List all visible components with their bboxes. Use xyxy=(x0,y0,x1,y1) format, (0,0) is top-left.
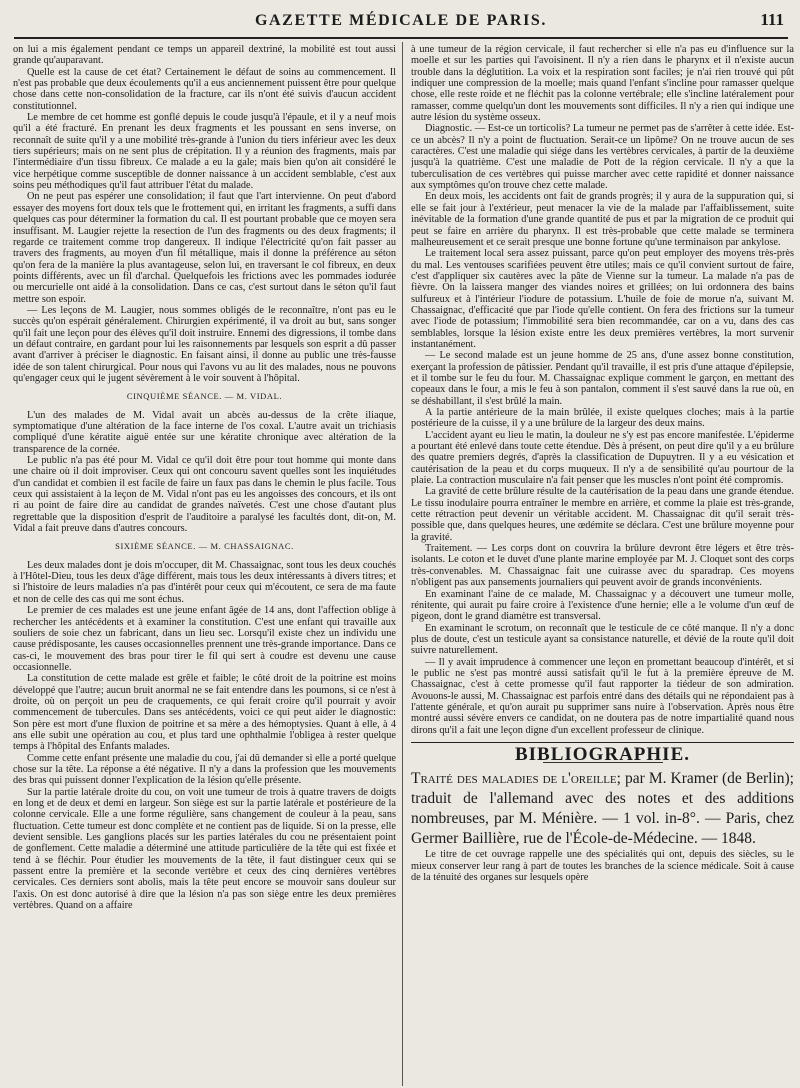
paragraph: Le titre de cet ouvrage rappelle une des spécialités qui ont, depuis des siècles, su le mieux conserver leur rang à part de toutes les branches de la science médicale. Soit à cause de la ténuité des organes sur lesquels opère xyxy=(411,849,794,883)
paragraph: On ne peut pas espérer une consolidation; il faut que l'art intervienne. On peut d'abord essayer des moyens fort doux tels que le frottement qui, en irritant les fragments, a suffi dans quelques cas pour déterminer la formation du cal. Il est pourtant probable que ce moyen sera insuffisant. M. Laugier rejette la resection de l'un des fragments ou des deux fragments; il regarde ce traitement comme trop dangereux. Il indique l'électricité qu'on fait passer au travers des fragments, au moyen d'un fil métallique, mais il donne la préférence au séton qu'on fera de la manière la plus avantageuse, selon lui, en traversant le col fibreux, en deux points différents, avec un fil d'archal. Quelquefois les frictions avec les pommades iodurée ou mercurielle ont aidé à la consolidation. Dans ce cas, c'est surtout dans le séton qu'il faut mettre son espoir. xyxy=(13,191,396,305)
paragraph: Le premier de ces malades est une jeune enfant âgée de 14 ans, dont l'affection oblige à rechercher les antécédents et à examiner la constitution. C'est une enfant qui travaille aux souliers de soie chez un fabricant, dans un lieu sec. Lorsqu'il existe chez un individu une cause prédisposante, les causes occasionnelles prennent une très-grande importance. Dans ce cas-ci, le mouvement des bras pour tirer le fil qui sert à coudre est devenu une cause occasionnelle. xyxy=(13,605,396,673)
header-rule xyxy=(14,37,788,39)
paragraph: Sur la partie latérale droite du cou, on voit une tumeur de trois à quatre travers de doigts en long et de deux et demi en largeur. Son siège est sur la partie latérale et postérieure de la colonne cervicale. Elle a une forme régulière, sans changement de couleur à la peau, sans fluctuation. Cette tumeur est donc complète et ne contient pas de liquide. Si on la presse, elle devient sensible. Les ganglions placés sur les parties latérales du cou ne présentaient point de gonflement. Cette maladie a déterminé une attitude particulière de la tête qui est fixée et tend à se fléchir. Pour étudier les mouvements de la tête, il faut distinguer ceux qui se passent entre la première et la seconde vertèbre et ceux des cinq dernières vertèbres cervicales. Ces derniers sont abolis, mais la tête peut encore se mouvoir sans douleur sur l'axis. On est donc autorisé à dire que la lésion n'a pas son siège entre les deux premières vertèbres. Quand on a affaire xyxy=(13,786,396,912)
paragraph: à une tumeur de la région cervicale, il faut rechercher si elle n'a pas eu d'influence sur la moelle et sur les parties qui l'avoisinent. Il n'y a rien dans le pharynx et il n'existe aucun trouble dans la déglutition. La voix et la respiration sont faciles; je n'ai rien trouvé qui pût indiquer une compression de la moelle; mais quand l'enfant s'incline pour ramasser quelque chose, elle reste roide et ne fléchit pas la colonne vertébrale; elle s'incline latéralement pour ramasser, comme quelqu'un dont les mouvements sont difficiles. Il n'y a rien qui indique une autre lésion du système osseux. xyxy=(411,44,794,124)
book-title: Traité des maladies de l'oreille xyxy=(411,770,617,788)
paragraph: A la partie antérieure de la main brûlée, il existe quelques cloches; mais à la partie postérieure de la cuisse, il y a une brûlure de la largeur des deux mains. xyxy=(411,407,794,430)
bibliography-heading: BIBLIOGRAPHIE. xyxy=(514,743,690,765)
section-heading: SIXIÈME SÉANCE. — M. CHASSAIGNAC. xyxy=(115,541,294,552)
left-column xyxy=(13,44,396,1084)
paragraph: En examinant l'aine de ce malade, M. Chassaignac y a découvert une tumeur molle, rénitente, qui aurait pu faire croire à l'existence d'une hernie; elle a le volume d'un œuf de pigeon, dont le grand diamètre est transversal. xyxy=(411,588,794,623)
paragraph: — Les leçons de M. Laugier, nous sommes obligés de le reconnaître, n'ont pas eu le succès qu'on espérait généralement. Chirurgien expérimenté, il va droit au but, sans songer qu'il fait une leçon pour des élèves qu'il doit instruire. Ennemi des digressions, il tombe dans un défaut contraire, en gardant pour lui les raisonnements par lesquels son esprit a dû passer avant d'arriver à préciser le diagnostic. En faisant ainsi, il donne au public une très-fausse idée de son talent chirurgical. Pour nous qui l'avons vu au lit des malades, nous ne pouvons qu'engager ceux qui le jugent sévèrement à le voir souvent à l'hôpital. xyxy=(13,304,396,384)
paragraph: La gravité de cette brûlure résulte de la cautérisation de la peau dans une grande étendue. Le tissu inodulaire pourra entraîner le membre en arrière, et comme la plaie est très-grande, cette rétraction peut devenir un véritable accident. M. Chassaignac dit qu'il serait très-possible que, dans quelques heures, une œdémite se déclara. C'est une brûlure moyenne pour la gravité. xyxy=(411,486,794,543)
paragraph: Le membre de cet homme est gonflé depuis le coude jusqu'à l'épaule, et il y a neuf mois qu'il a été fracturé. En prenant les deux fragments et les poussant en sens inverse, on reconnaît de suite qu'il y a une mobilité très-grande à l'union du tiers inférieur avec les deux tiers supérieurs; mais on ne sent plus de crépitation. Il y a réunion des fragments, mais par l'intermédiaire d'un tissu fibreux. Ce malade a eu la gale; mais bien qu'on ait considéré le vice herpétique comme susceptible de donner naissance à un accident semblable, c'est aux soins peu méthodiques qu'il faut attribuer l'état du malade. xyxy=(13,112,396,192)
page-header xyxy=(14,10,788,34)
running-head: GAZETTE MÉDICALE DE PARIS. xyxy=(254,12,547,29)
paragraph: En deux mois, les accidents ont fait de grands progrès; il y aura de la suppuration qui, si elle se fait jour à l'extérieur, peut menacer la vie de la malade par l'affaiblissement, suite inévitable de la formation d'une grande quantité de pus et par la migration de ce produit qui peut se faire en arrière du pharynx. Il est très-probable que cette malade se terminera malheureusement et ce serait presque une bonne fortune qu'une terminaison par ankylose. xyxy=(411,191,794,248)
paragraph: L'un des malades de M. Vidal avait un abcès au-dessus de la crête iliaque, symptomatique d'une altération de la face interne de l'os coxal. L'autre avait un trichiasis compliqué d'une kératite aiguë entée sur une kératite chronique avec altération de la transparence de la cornée. xyxy=(13,409,396,455)
paragraph: on lui a mis également pendant ce temps un appareil dextriné, la mobilité est tout aussi grande qu'auparavant. xyxy=(13,44,396,67)
paragraph: Comme cette enfant présente une maladie du cou, j'ai dû demander si elle a porté quelque chose sur la tête. La réponse a été négative. Il n'y a dans la profession que les mouvements des bras qui puissent donner l'explication de la lésion qu'elle présente. xyxy=(13,752,396,787)
paragraph: Les deux malades dont je dois m'occuper, dit M. Chassaignac, sont tous les deux couchés à l'Hôtel-Dieu, tous les deux d'âge différent, mais tous les deux intéressants à divers titres; et si l'histoire de leurs maladies n'a pas d'intérêt pour ceux qui m'écoutent, ce sera de ma faute et non de celle des cas qui me sont échus. xyxy=(13,559,396,605)
paragraph: Diagnostic. — Est-ce un torticolis? La tumeur ne permet pas de s'arrêter à cette idée. Est-ce un abcès? Il n'y a point de fluctuation. Serait-ce un lipôme? On ne trouve aucun de ses caractères. C'est une maladie qui siége dans les vertèbres cervicales, à partir de la deuxième jusqu'à la quatrième. C'est une maladie de Pott de la région cervicale. Il n'y a que la tuberculisation de ces vertèbres qui puisse marcher avec cette rapidité et donner naissance aux symptômes qu'on trouve chez cette malade. xyxy=(411,123,794,192)
paragraph: — Il y avait imprudence à commencer une leçon en promettant beaucoup d'intérêt, et si le public ne s'est pas montré aussi satisfait qu'il le fut à la première épreuve de M. Chassaignac, c'est à cette promesse qu'il faut rapporter la tiédeur de son admiration. Avouons-le aussi, M. Chassaignac est parfois entré dans des détails qui ne répondaient pas à l'attente générale, et qu'on aurait pu supprimer sans nuire à l'observation. Après nous être montré aussi sévère envers ce candidat, on ne doutera pas de notre impartialité quand nous dirons qu'il a fait une leçon digne d'un excellent professeur de clinique. xyxy=(411,656,794,736)
book-details: ; par M. Kramer (de Berlin); traduit de l'allemand avec des notes et des additions nombreuses, par M. Ménière. — 1 vol. in-8°. — Paris, chez Germer Baillière, rue de l'École-de-Médecine. — 1848. xyxy=(411,770,794,848)
paragraph: Quelle est la cause de cet état? Certainement le défaut de soins au commencement. Il n'est pas probable que deux écoulements qu'il a eus anciennement puissent être pour quelque chose dans cette non-consolidation de la fracture, car ils n'ont été suivis d'aucun accident constitutionnel. xyxy=(13,66,396,112)
section-heading: CINQUIÈME SÉANCE. — M. VIDAL. xyxy=(126,391,283,402)
paragraph: Le public n'a pas été pour M. Vidal ce qu'il doit être pour tout homme qui monte dans une chaire où il doit improviser. Ceux qui ont concouru savent quelles sont les inquiétudes d'un candidat et combien il est facile de faire un faux pas dans le chemin le plus facile. Tous ceux qui assistaient à la leçon de M. Vidal n'ont pas eu les angoisses des concours, et ils ont ri au point de faire dire au candidat de grandes naïvetés. C'est une chose d'autant plus regrettable que la disposition d'esprit de l'auditoire a paralysé les facultés dont, dit-on, M. Vidal a fait preuve dans d'autres concours. xyxy=(13,455,396,535)
column-divider xyxy=(402,42,403,1086)
paragraph: La constitution de cette malade est grêle et faible; le côté droit de la poitrine est moins développé que l'autre; aucun bruit anormal ne se fait entendre dans les poumons, si ce n'est à droite, où on perçoit un peu de craquements, ce qui ferait croire qu'il pourrait y avoir commencement de tubercules. Dans ses antécédents, voici ce qui peut aider le diagnostic: Son père est mort d'une fluxion de poitrine et sa mère a des hémoptysies. Quant à elle, à 4 ans elle subit une opération au cou, et plus tard une ophthalmie l'obligea à rester quelque temps à l'hôpital des Enfants malades. xyxy=(13,673,396,753)
paragraph: Le traitement local sera assez puissant, parce qu'on peut employer des moyens très-près du mal. Les ventouses scarifiées peuvent être utiles; mais ce qu'il convient surtout de faire, c'est d'appliquer six cautères avec la pâte de Vienne sur la tumeur. La malade n'a pas de fièvre. On la laissera manger des viandes noires et grillées; on lui ordonnera des bains sulfureux et à l'intérieur l'iodure de potassium. L'huile de foie de morue n'a, suivant M. Chassaignac, d'efficacité que par l'iode qu'elle contient. On fera des frictions sur la tumeur avec l'iode de potassium; l'immobilité sera bien recommandée, car on a vu, dans des cas semblables, lorsque la lésion existe entre les deux premières vertèbres, la mort survenir instantanément. xyxy=(411,248,794,350)
paragraph: — Le second malade est un jeune homme de 25 ans, d'une assez bonne constitution, exerçant la profession de pâtissier. Pendant qu'il travaille, il est pris d'une attaque d'épilepsie, et il tombe sur le feu du four. M. Chassaignac explique comment le garçon, en mettant des copeaux dans le four, a mis le feu à son pantalon, comment il s'est sauvé dans la rue où, en se déshabillant, il s'est brûlé la main. xyxy=(411,350,794,407)
section-rule xyxy=(411,742,794,743)
paragraph: Traitement. — Les corps dont on couvrira la brûlure devront être légers et être très-isolants. Le coton et le duvet d'une plante marine employée par M. J. Cloquet sont des corps très-convenables. M. Chassaignac fait une cuirasse avec du sparadrap. Ces moyens n'obligent pas aux pansements journaliers qui peuvent avoir de grands inconvénients. xyxy=(411,543,794,589)
paragraph: L'accident ayant eu lieu le matin, la douleur ne s'y est pas encore manifestée. L'épiderme a pourtant été enlevé dans toute cette étendue. Dès à présent, on peut dire qu'il y a eu brûlure des quatre premiers degrés, d'après la classification de Dupuytren. Il y a eu vésication et cautérisation de la peau et du corps muqueux. Il n'y a de sensibilité qu'au pourtour de la plaie. La contraction musculaire n'a fait penser que les muscles n'ont point été compromis. xyxy=(411,429,794,487)
right-column xyxy=(411,44,794,1084)
book-reference xyxy=(411,769,794,849)
page-number: 111 xyxy=(760,10,784,29)
paragraph: En examinant le scrotum, on reconnaît que le testicule de ce côté manque. Il n'y a donc plus de doute, c'est un testicule ayant sa consistance naturelle, et dévié de la route qu'il doit suivre naturellement. xyxy=(411,622,794,657)
